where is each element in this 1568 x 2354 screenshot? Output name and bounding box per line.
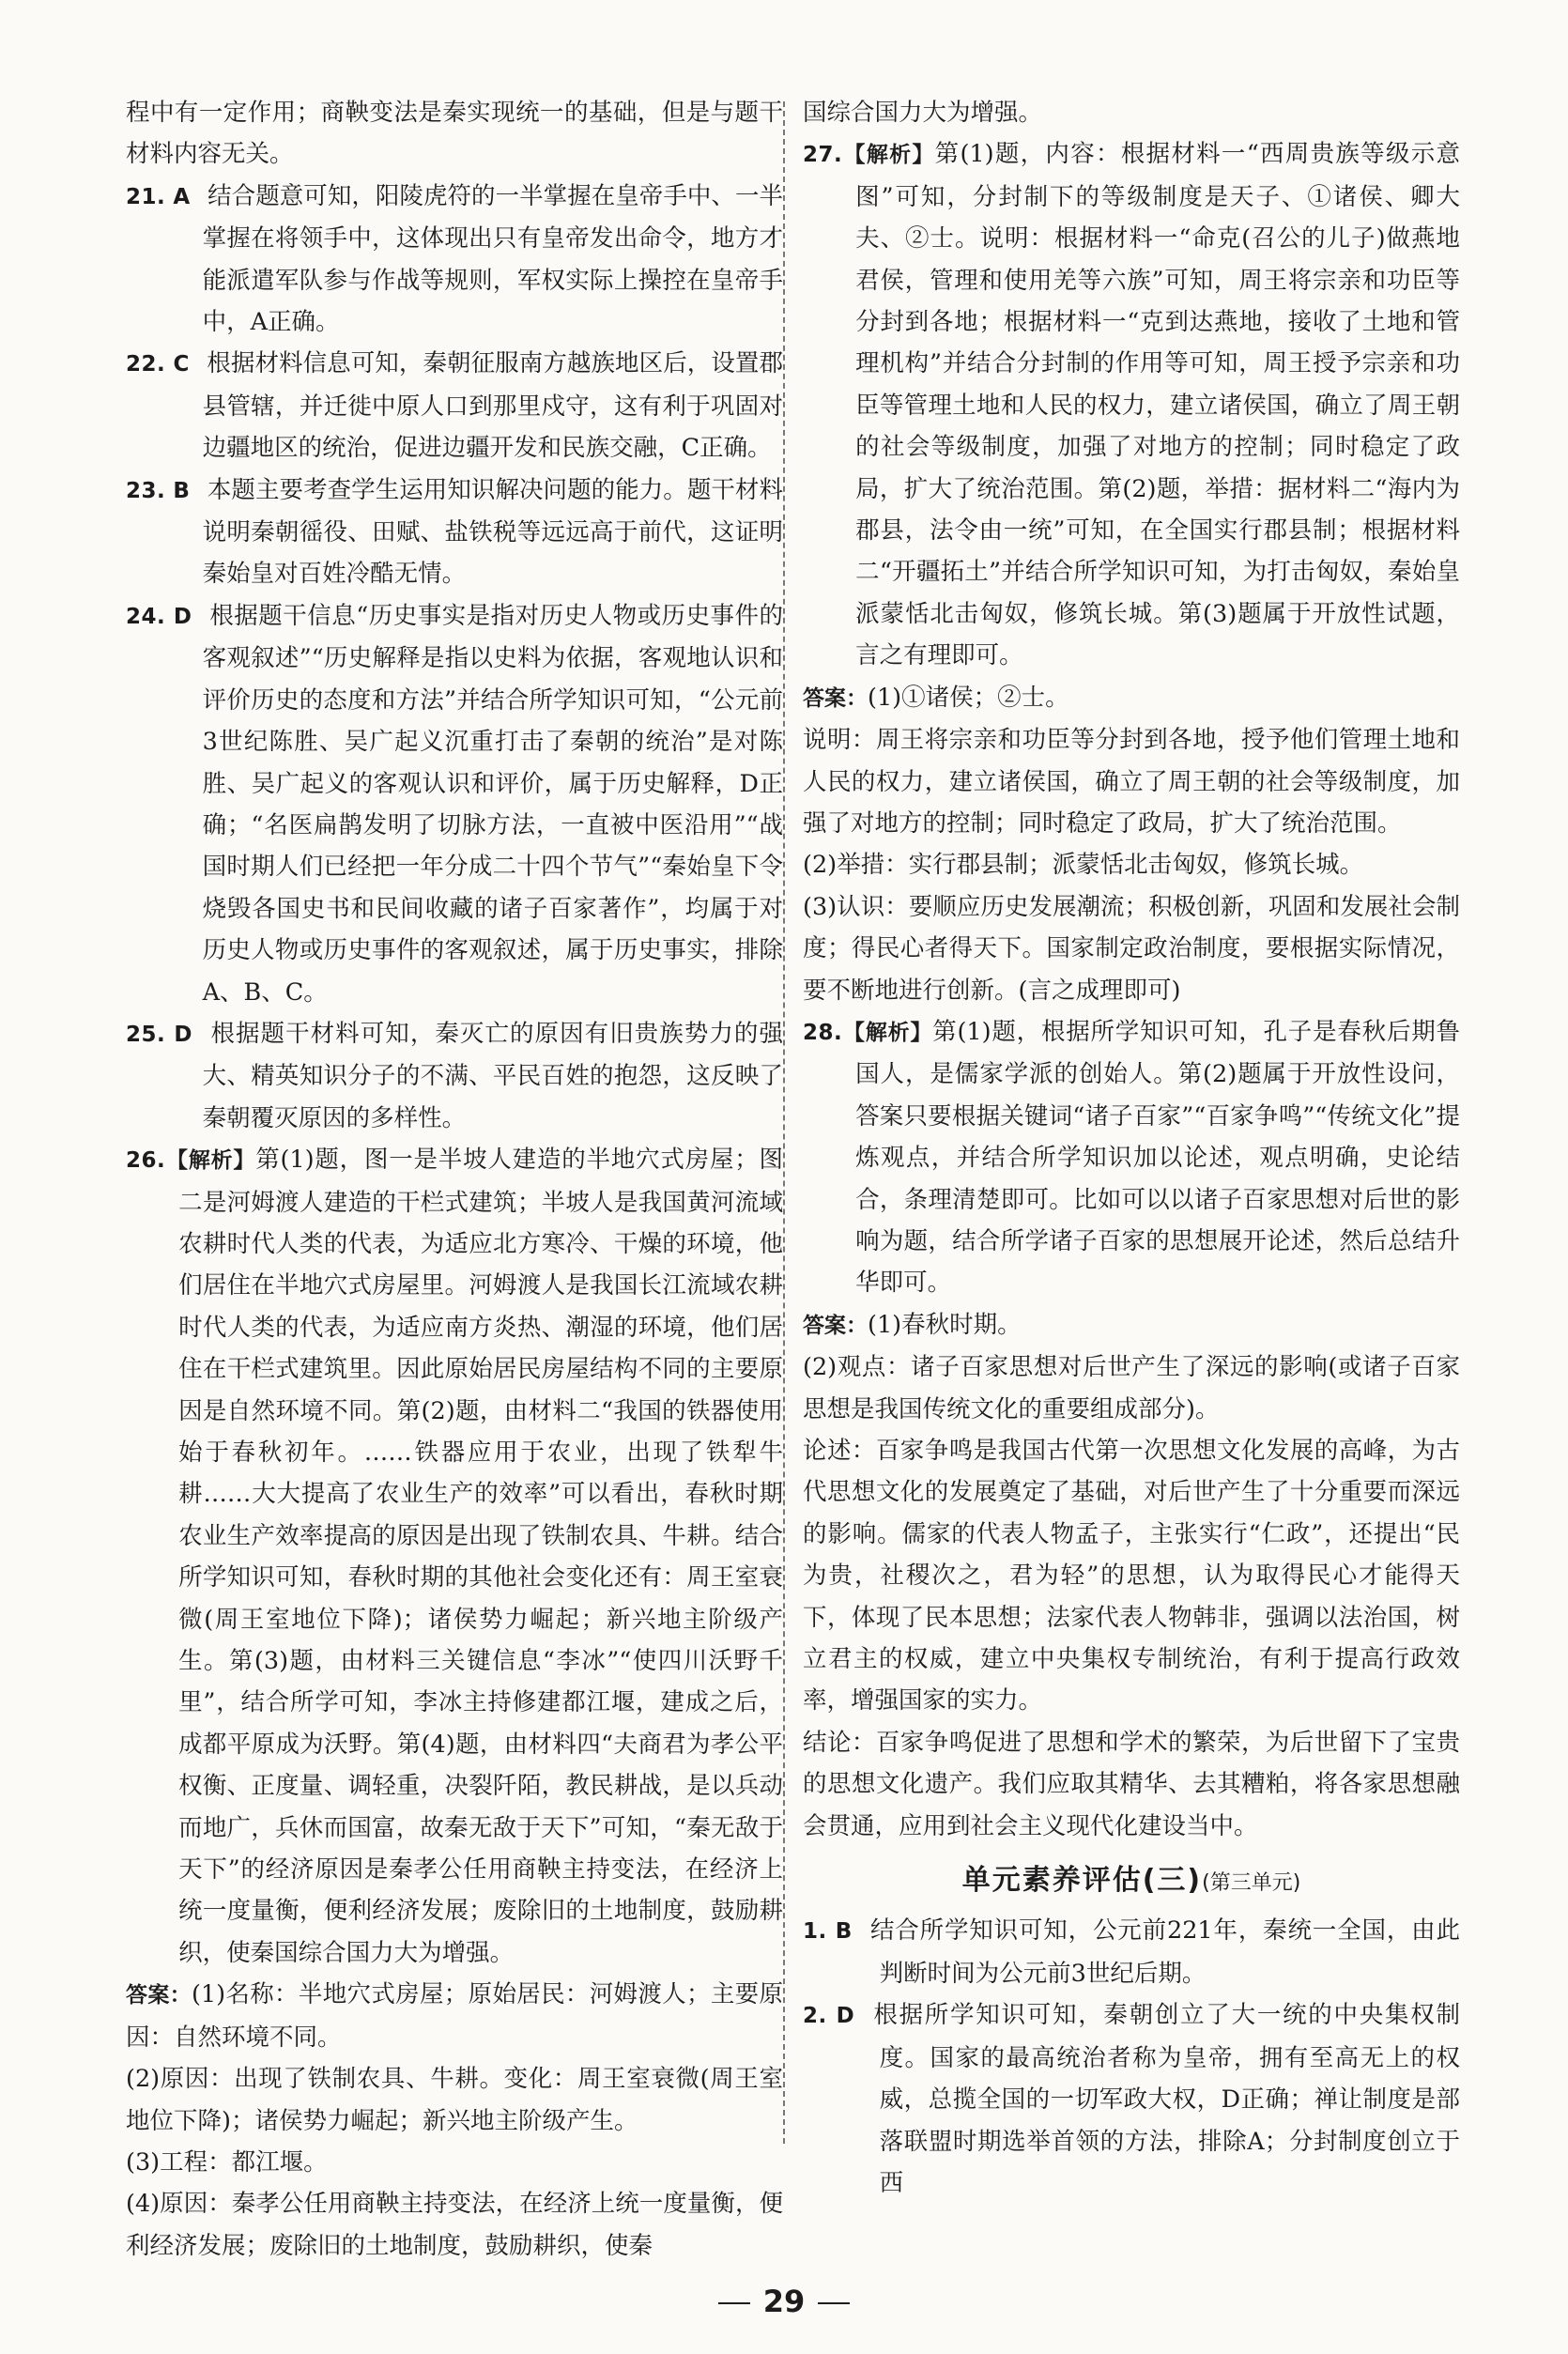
item-text: 根据所学知识可知，秦朝创立了大一统的中央集权制度。国家的最高统治者称为皇帝，拥有至高无上的权威，总揽全国的一切军政大权，D正确；禅让制度是部落联盟时期选举首领的方法，排除A；分封制度创立于西	[871, 2001, 1460, 2197]
item-text: 根据材料信息可知，秦朝征服南方越族地区后，设置郡县管辖，并迁徙中原人口到那里戍守，这有利于巩固对边疆地区的统治，促进边疆开发和民族交融，C正确。	[202, 349, 783, 463]
item-number: 28.	[803, 1020, 843, 1045]
answer-item-22	[126, 343, 783, 469]
page-number	[0, 2284, 1568, 2319]
answer-line: 论述：百家争鸣是我国古代第一次思想文化发展的高峰，为古代思想文化的发展奠定了基础，对后世产生了十分重要而深远的影响。儒家的代表人物孟子，主张实行“仁政”，还提出“民为贵，社稷次之，君为轻”的思想，认为取得民心才能得天下，体现了民本思想；法家代表人物韩非，强调以法治国，树立君主的权威，建立中央集权专制统治，有利于提高行政效率，增强国家的实力。	[803, 1437, 1460, 1715]
analysis-tag: 【解析】	[842, 1020, 933, 1045]
answer-item-28	[803, 1011, 1460, 1304]
unit-title-main: 单元素养评估(三)	[961, 1864, 1203, 1898]
left-column	[126, 92, 783, 2267]
answer-line: (2)观点：诸子百家思想对后世产生了深远的影响(或诸子百家思想是我国传统文化的重要组成部分)。	[803, 1353, 1460, 1423]
answer-item-21	[126, 176, 783, 344]
item-option: B	[835, 1919, 853, 1945]
item-text: 根据题干信息“历史事实是指对历史人物或历史事件的客观叙述”“历史解释是指以史料为依据，客观地认识和评价历史的态度和方法”并结合所学知识可知，“公元前3世纪陈胜、吴广起义沉重打击了秦朝的统治”是对陈胜、吴广起义的客观认识和评价，属于历史解释，D正确；“名医扁鹊发明了切脉方法，一直被中医沿用”“战国时期人们已经把一年分成二十四个节气”“秦始皇下令烧毁各国史书和民间收藏的诸子百家著作”，均属于对历史人物或历史事件的客观叙述，属于历史事实，排除A、B、C。	[202, 601, 783, 1007]
answer-item-24	[126, 595, 783, 1013]
item-number: 24.	[126, 604, 166, 629]
item-option: D	[173, 604, 192, 629]
item-text: 根据题干材料可知，秦灭亡的原因有旧贵族势力的强大、精英知识分子的不满、平民百姓的抱怨，这反映了秦朝覆灭原因的多样性。	[202, 1019, 783, 1132]
item-number: 1.	[803, 1919, 827, 1945]
answer-line	[126, 1974, 783, 2058]
right-column	[803, 92, 1460, 2204]
column-divider	[783, 101, 785, 2144]
item-text: 本题主要考查学生运用知识解决问题的能力。题干材料说明秦朝徭役、田赋、盐铁税等远远高于前代，这证明秦始皇对百姓冷酷无情。	[202, 475, 783, 589]
answer-item-25	[126, 1013, 783, 1139]
unit-title	[803, 1860, 1460, 1904]
answer-text: (1)春秋时期。	[868, 1310, 1022, 1339]
analysis-tag: 【解析】	[165, 1148, 256, 1174]
item-number: 2.	[803, 2004, 827, 2029]
item-text: 结合题意可知，阳陵虎符的一半掌握在皇帝手中、一半掌握在将领手中，这体现出只有皇帝发出命令，地方才能派遣军队参与作战等规则，军权实际上操控在皇帝手中，A正确。	[202, 181, 783, 337]
continued-text: 国综合国力大为增强。	[803, 99, 1043, 127]
answer-line	[803, 1304, 1460, 1346]
answer-line: 结论：百家争鸣促进了思想和学术的繁荣，为后世留下了宝贵的思想文化遗产。我们应取其精华、去其糟粕，将各家思想融会贯通，应用到社会主义现代化建设当中。	[803, 1728, 1460, 1840]
page-number-dash-left	[718, 2302, 750, 2304]
answer-item-u1	[803, 1910, 1460, 1994]
page-number-value: 29	[762, 2284, 806, 2319]
item-number: 23.	[126, 478, 166, 503]
item-option: B	[173, 478, 191, 503]
answer-item-23	[126, 469, 783, 595]
answer-label: 答案：	[803, 1313, 868, 1338]
answer-line: (3)工程：都江堰。	[126, 2147, 328, 2177]
answer-line: (4)原因：秦孝公任用商鞅主持变法，在经济上统一度量衡，便利经济发展；废除旧的土地制度，鼓励耕织，使秦	[126, 2190, 783, 2260]
item-number: 22.	[126, 352, 166, 377]
answer-line: (2)原因：出现了铁制农具、牛耕。变化：周王室衰微(周王室地位下降)；诸侯势力崛起；新兴地主阶级产生。	[126, 2065, 783, 2135]
item-option: D	[836, 2004, 855, 2029]
item-number: 25.	[126, 1022, 166, 1047]
answer-item-u2	[803, 1994, 1460, 2204]
item-option: A	[173, 184, 191, 209]
answer-line	[803, 677, 1460, 719]
analysis-tag: 【解析】	[842, 143, 935, 168]
answer-text: (1)名称：半地穴式房屋；原始居民：河姆渡人；主要原因：自然环境不同。	[126, 1980, 783, 2052]
item-number: 21.	[126, 184, 166, 209]
continued-text: 程中有一定作用；商鞅变法是秦实现统一的基础，但是与题干材料内容无关。	[126, 99, 783, 169]
answer-item-27	[803, 133, 1460, 676]
answer-line: (2)举措：实行郡县制；派蒙恬北击匈奴，修筑长城。	[803, 851, 1364, 880]
item-number: 27.	[803, 143, 843, 168]
item-text: 第(1)题，图一是半坡人建造的半地穴式房屋；图二是河姆渡人建造的干栏式建筑；半坡人是我国黄河流域农耕时代人类的代表，为适应北方寒冷、干燥的环境，他们居住在半地穴式房屋里。河姆渡人是我国长江流域农耕时代人类的代表，为适应南方炎热、潮湿的环境，他们居住在干栏式建筑里。因此原始居民房屋结构不同的主要原因是自然环境不同。第(2)题，由材料二“我国的铁器使用始于春秋初年。……铁器应用于农业，出现了铁犁牛耕……大大提高了农业生产的效率”可以看出，春秋时期农业生产效率提高的原因是出现了铁制农具、牛耕。结合所学知识可知，春秋时期的其他社会变化还有：周王室衰微(周王室地位下降)；诸侯势力崛起；新兴地主阶级产生。第(3)题，由材料三关键信息“李冰”“使四川沃野千里”，结合所学可知，李冰主持修建都江堰，建成之后，成都平原成为沃野。第(4)题，由材料四“夫商君为孝公平权衡、正度量、调轻重，决裂阡陌，教民耕战，是以兵动而地广，兵休而国富，故秦无敌于天下”可知，“秦无敌于天下”的经济原因是秦孝公任用商鞅主持变法，在经济上统一度量衡，便利经济发展；废除旧的土地制度，鼓励耕织，使秦国综合国力大为增强。	[178, 1146, 784, 1967]
answer-label: 答案：	[126, 1983, 192, 2008]
unit-title-sub: (第三单元)	[1202, 1871, 1301, 1896]
item-text: 第(1)题，根据所学知识可知，孔子是春秋后期鲁国人，是儒家学派的创始人。第(2)题属于开放性设问，答案只要根据关键词“诸子百家”“百家争鸣”“传统文化”提炼观点，并结合所学知识加以论述，观点明确，史论结合，条理清楚即可。比如可以以诸子百家思想对后世的影响为题，结合所学诸子百家的思想展开论述，然后总结升华即可。	[855, 1017, 1461, 1298]
page-number-dash-right	[818, 2302, 850, 2304]
item-option: C	[173, 352, 190, 377]
answer-line: (3)认识：要顺应历史发展潮流；积极创新，巩固和发展社会制度；得民心者得天下。国家制定政治制度，要根据实际情况，要不断地进行创新。(言之成理即可)	[803, 892, 1460, 1005]
item-text: 结合所学知识可知，公元前221年，秦统一全国，由此判断时间为公元前3世纪后期。	[869, 1916, 1460, 1988]
answer-line: 说明：周王将宗亲和功臣等分封到各地，授予他们管理土地和人民的权力，建立诸侯国，确立了周王朝的社会等级制度，加强了对地方的控制；同时稳定了政局，扩大了统治范围。	[803, 726, 1460, 838]
item-text: 第(1)题，内容：根据材料一“西周贵族等级示意图”可知，分封制下的等级制度是天子、①诸侯、卿大夫、②士。说明：根据材料一“命克(召公的儿子)做燕地君侯，管理和使用羌等六族”可知，周王将宗亲和功臣等分封到各地；根据材料一“克到达燕地，接收了土地和管理机构”并结合分封制的作用等可知，周王授予宗亲和功臣等管理土地和人民的权力，建立诸侯国，确立了周王朝的社会等级制度，加强了对地方的控制；同时稳定了政局，扩大了统治范围。第(2)题，举措：据材料二“海内为郡县，法令由一统”可知，在全国实行郡县制；根据材料二“开疆拓土”并结合所学知识可知，为打击匈奴，秦始皇派蒙恬北击匈奴，修筑长城。第(3)题属于开放性试题，言之有理即可。	[855, 140, 1460, 670]
answer-item-26	[126, 1139, 783, 1974]
item-number: 26.	[126, 1148, 166, 1174]
item-option: D	[174, 1022, 192, 1047]
answer-text: (1)①诸侯；②士。	[868, 683, 1069, 712]
answer-label: 答案：	[803, 685, 868, 711]
